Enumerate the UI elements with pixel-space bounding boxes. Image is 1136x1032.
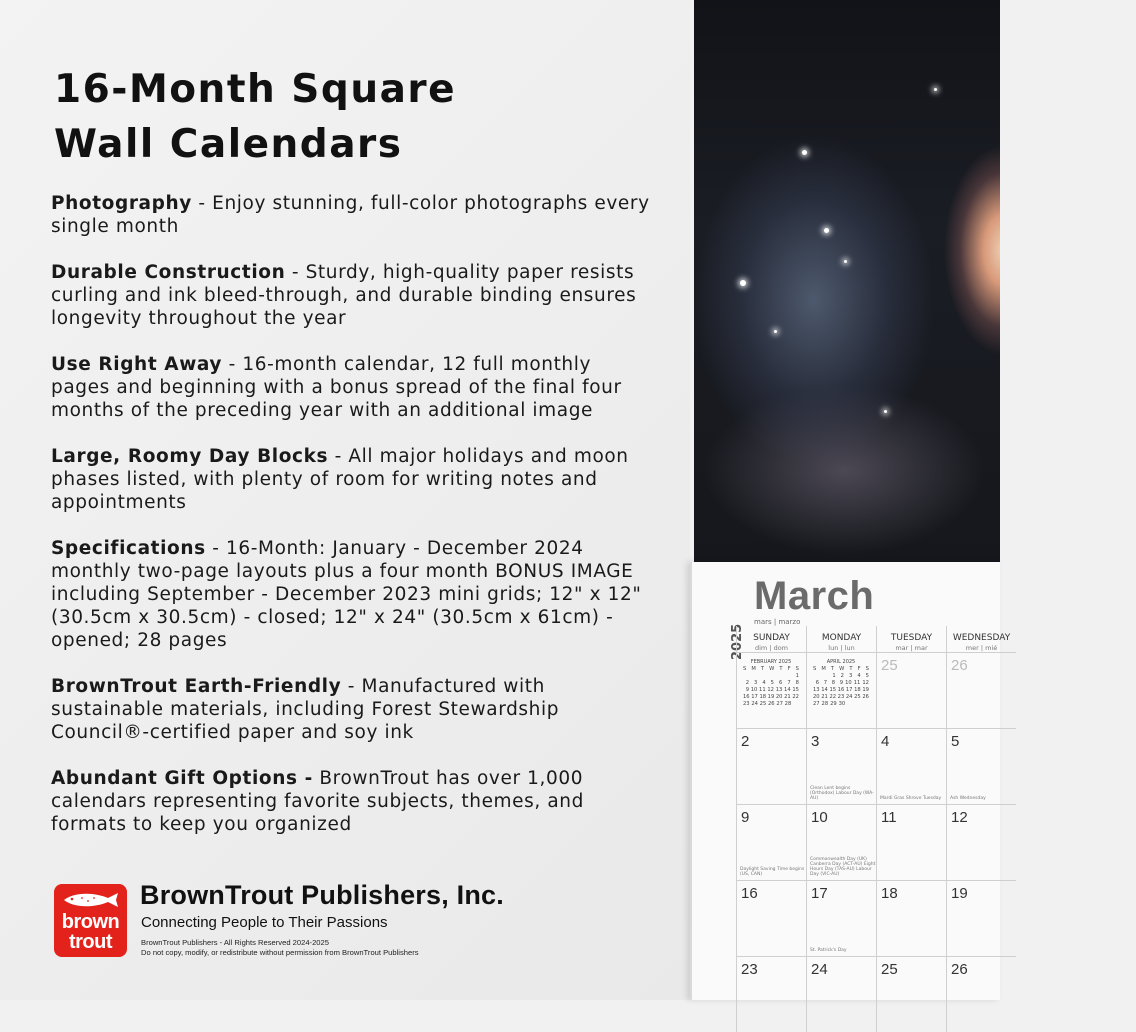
mini-day (863, 701, 869, 708)
mini-weekday: T (760, 666, 765, 672)
mini-day (776, 673, 782, 680)
day-number: 26 (951, 961, 968, 978)
day-number: 3 (811, 733, 820, 750)
feature-text: Sturdy, high-quality paper resists curling and ink bleed-through, and durable binding ensures longevity throughout the year (51, 262, 637, 329)
feature-list (51, 192, 651, 859)
mini-calendar-february (743, 659, 799, 708)
day-cell (806, 728, 876, 804)
mini-calendar-weekdays (743, 666, 799, 673)
holiday-note: Daylight Saving Time begins (US, CAN) (740, 867, 805, 877)
mini-day: 25 (854, 694, 861, 700)
day-number: 17 (811, 885, 828, 902)
mini-weekday: F (787, 666, 791, 672)
day-cell (946, 880, 1016, 956)
star (824, 228, 829, 233)
brand-block (54, 880, 654, 960)
day-name: MONDAY (821, 633, 862, 643)
mini-day (751, 673, 757, 680)
mini-day: 16 (837, 687, 845, 693)
mini-day: 1 (795, 673, 799, 679)
feature-title: BrownTrout Earth-Friendly (51, 676, 342, 697)
day-number: 16 (741, 885, 758, 902)
mini-day: 13 (813, 687, 820, 693)
mini-day: 4 (857, 673, 861, 679)
day-cell (736, 880, 806, 956)
day-number: 25 (881, 657, 898, 674)
day-name-translations: mer | mié (965, 644, 998, 652)
mini-day: 28 (784, 701, 792, 707)
day-cell (876, 880, 946, 956)
feature-title: Photography (51, 193, 192, 214)
mini-day: 21 (784, 694, 791, 700)
mini-day (785, 673, 791, 680)
mini-day: 27 (776, 701, 783, 707)
calendar-grid (736, 626, 1136, 1006)
feature-separator: - (285, 262, 306, 283)
feature-text: All major holidays and moon phases listed, with plenty of room for writing notes and appointments (51, 446, 629, 513)
star (844, 260, 847, 263)
day-number: 23 (741, 961, 758, 978)
mini-day: 24 (751, 701, 758, 707)
calendar-page (690, 562, 1011, 1000)
mini-day: 6 (779, 680, 783, 686)
mini-day: 21 (821, 694, 828, 700)
mini-weekday: M (751, 666, 756, 672)
star (740, 280, 746, 286)
mini-day: 23 (743, 701, 750, 707)
mini-day: 22 (792, 694, 799, 700)
calendar-year: 2025 (730, 623, 745, 660)
mini-day: 7 (823, 680, 828, 686)
day-number: 18 (881, 885, 898, 902)
day-cell (736, 652, 806, 728)
day-cell (946, 804, 1016, 880)
mini-day: 23 (837, 694, 845, 700)
mini-calendar-title: FEBRUARY 2025 (750, 659, 792, 665)
mini-day: 16 (743, 694, 750, 700)
publisher-name: BrownTrout Publishers, Inc. (140, 880, 504, 910)
mini-day (793, 701, 799, 708)
day-number: 9 (741, 809, 750, 826)
mini-day: 10 (845, 680, 852, 686)
mini-day: 22 (829, 694, 837, 700)
day-number: 19 (951, 885, 968, 902)
feature-title: Large, Roomy Day Blocks (51, 446, 329, 467)
day-cell (736, 804, 806, 880)
day-cell (736, 956, 806, 1032)
day-number: 10 (811, 809, 828, 826)
mini-day: 14 (784, 687, 791, 693)
mini-day: 10 (750, 687, 758, 693)
holiday-note: Clean Lent begins (Orthodox) Labour Day (WA-AU) (810, 786, 874, 801)
mini-weekday: S (795, 666, 799, 672)
mini-weekday: S (743, 666, 747, 672)
day-cell (946, 956, 1016, 1032)
mini-weekday: T (849, 666, 853, 672)
mini-day: 9 (745, 687, 749, 693)
holiday-note: Ash Wednesday (950, 796, 986, 801)
star (774, 330, 777, 333)
day-number: 2 (741, 733, 750, 750)
day-cell (876, 956, 946, 1032)
feature-title: Abundant Gift Options - (51, 768, 313, 789)
day-cell (806, 880, 876, 956)
mini-weekday: S (865, 666, 869, 672)
day-cell (806, 956, 876, 1032)
mini-day: 26 (767, 701, 775, 707)
day-name-translations: lun | lun (828, 644, 855, 652)
mini-calendar-week (743, 680, 799, 687)
mini-day (743, 673, 749, 680)
title-line-2: Wall Calendars (54, 122, 403, 167)
legal-line-1: BrownTrout Publishers - All Rights Reserved 2024-2025 (141, 938, 329, 947)
day-cell (806, 652, 876, 728)
feature-text: BrownTrout has over 1,000 calendars representing favorite subjects, themes, and formats to keep you organized (51, 768, 584, 835)
mini-calendar-title: APRIL 2025 (826, 659, 856, 665)
title-line-1: 16-Month Square (54, 67, 457, 112)
star (884, 410, 887, 413)
star (934, 88, 937, 91)
feature-separator: - (328, 446, 349, 467)
mini-day: 12 (767, 687, 774, 693)
holiday-note: Commonwealth Day (UK) Canberra Day (ACT-AU) Eight Hours Day (TAS-AU) Labour Day (VIC-AU) (810, 857, 876, 877)
trout-icon (60, 890, 121, 910)
day-number: 24 (811, 961, 828, 978)
feature-item (51, 445, 651, 514)
day-name: WEDNESDAY (952, 633, 1011, 643)
day-number: 12 (951, 809, 968, 826)
day-number: 26 (951, 657, 968, 674)
feature-separator: - (205, 538, 226, 559)
mini-day: 19 (767, 694, 775, 700)
day-cell (946, 728, 1016, 804)
mini-day: 6 (815, 680, 819, 686)
mini-calendar-week (813, 694, 869, 701)
browntrout-logo (54, 884, 127, 957)
mini-calendar-week (743, 694, 799, 701)
day-name: SUNDAY (753, 633, 790, 643)
mini-day: 5 (770, 680, 774, 686)
calendar-month: March (754, 574, 875, 618)
mini-day: 2 (745, 680, 749, 686)
mini-day: 30 (838, 701, 846, 707)
day-cell (876, 652, 946, 728)
mini-day: 8 (831, 680, 836, 686)
day-number: 5 (951, 733, 960, 750)
feature-title: Durable Construction (51, 262, 286, 283)
mini-weekday: T (779, 666, 783, 672)
mini-weekday: S (813, 666, 817, 672)
day-name-translations: mar | mar (895, 644, 928, 652)
mini-day (855, 701, 861, 708)
galaxy-photo (694, 0, 1000, 562)
mini-day (847, 701, 853, 708)
page-title (54, 62, 456, 172)
mini-day: 14 (821, 687, 828, 693)
day-cell (736, 728, 806, 804)
mini-calendar-week (813, 680, 869, 687)
mini-day: 15 (792, 687, 799, 693)
day-number: 25 (881, 961, 898, 978)
holiday-note: St. Patrick's Day (810, 948, 847, 953)
mini-day: 17 (751, 694, 758, 700)
feature-text: Enjoy stunning, full-color photographs every single month (51, 193, 650, 237)
mini-weekday: M (821, 666, 826, 672)
day-number: 4 (881, 733, 890, 750)
logo-word-trout: trout (68, 931, 113, 953)
mini-day: 20 (775, 694, 783, 700)
mini-day: 8 (795, 680, 799, 686)
mini-weekday: W (769, 666, 775, 672)
mini-calendar-week (813, 687, 869, 694)
mini-calendar-april (813, 659, 869, 708)
mini-day: 11 (759, 687, 766, 693)
logo-word-brown: brown (61, 911, 120, 933)
day-name-translations: dim | dom (754, 644, 789, 652)
mini-day: 5 (865, 673, 869, 679)
day-cell (806, 804, 876, 880)
mini-day: 18 (854, 687, 861, 693)
mini-day: 26 (862, 694, 869, 700)
day-name: TUESDAY (890, 633, 933, 643)
feature-item (51, 767, 651, 836)
feature-item (51, 675, 651, 744)
mini-day: 28 (821, 701, 829, 707)
mini-day: 18 (759, 694, 767, 700)
mini-day: 13 (775, 687, 783, 693)
legal-notice (141, 938, 419, 958)
feature-item (51, 261, 651, 330)
mini-day: 9 (839, 680, 844, 686)
mini-calendar-weekdays (813, 666, 869, 673)
mini-weekday: F (857, 666, 861, 672)
mini-calendar-week (813, 673, 869, 680)
star (802, 150, 807, 155)
mini-day: 15 (829, 687, 837, 693)
feature-title: Use Right Away (51, 354, 223, 375)
mini-calendar-week (743, 673, 799, 680)
mini-day: 3 (754, 680, 758, 686)
mini-weekday: T (830, 666, 835, 672)
mini-day: 2 (840, 673, 844, 679)
mini-day (768, 673, 774, 680)
day-cell (876, 804, 946, 880)
holiday-note: Mardi Gras Shrove Tuesday (880, 796, 942, 801)
mini-day (813, 673, 819, 680)
mini-day: 1 (832, 673, 836, 679)
mini-day: 7 (787, 680, 791, 686)
mini-day: 24 (845, 694, 853, 700)
feature-item (51, 192, 651, 238)
day-cell (876, 728, 946, 804)
mini-day: 25 (759, 701, 767, 707)
day-number: 11 (881, 809, 897, 826)
feature-text: 16-Month: January - December 2024 monthly two-page layouts plus a four month BONUS IMAGE including September - December 2023 mini grids; 12" x 12" (30.5cm x 30.5cm) - closed; 12" x 24" (30.5cm x 61cm) - opened; 28 pages (51, 538, 642, 651)
publisher-tagline: Connecting People to Their Passions (141, 914, 388, 931)
legal-line-2: Do not copy, modify, or redistribute without permission from BrownTrout Publishers (141, 948, 419, 957)
feature-title: Specifications (51, 538, 206, 559)
mini-day: 3 (849, 673, 853, 679)
mini-day (821, 673, 827, 680)
calendar-preview (690, 0, 1011, 1000)
mini-day: 17 (845, 687, 853, 693)
mini-calendar-week (743, 701, 799, 708)
mini-day: 11 (853, 680, 861, 686)
mini-day: 4 (762, 680, 766, 686)
mini-day: 27 (813, 701, 820, 707)
mini-calendar-week (813, 701, 869, 708)
feature-separator: - (222, 354, 243, 375)
mini-calendar-week (743, 687, 799, 694)
day-cell (946, 652, 1016, 728)
mini-weekday: W (839, 666, 845, 672)
mini-day: 29 (830, 701, 837, 707)
feature-text: 16-month calendar, 12 full monthly pages and beginning with a bonus spread of the final four months of the preceding year with an additional image (51, 354, 622, 421)
mini-day (760, 673, 766, 680)
feature-item (51, 353, 651, 422)
feature-separator: - (341, 676, 362, 697)
feature-item (51, 537, 651, 652)
feature-text: Manufactured with sustainable materials, including Forest Stewardship Council®-certified paper and soy ink (51, 676, 560, 743)
mini-day: 19 (862, 687, 869, 693)
feature-separator: - (191, 193, 213, 214)
mini-day: 20 (813, 694, 820, 700)
mini-day: 12 (862, 680, 869, 686)
calendar-month-translations: mars | marzo (754, 618, 801, 626)
